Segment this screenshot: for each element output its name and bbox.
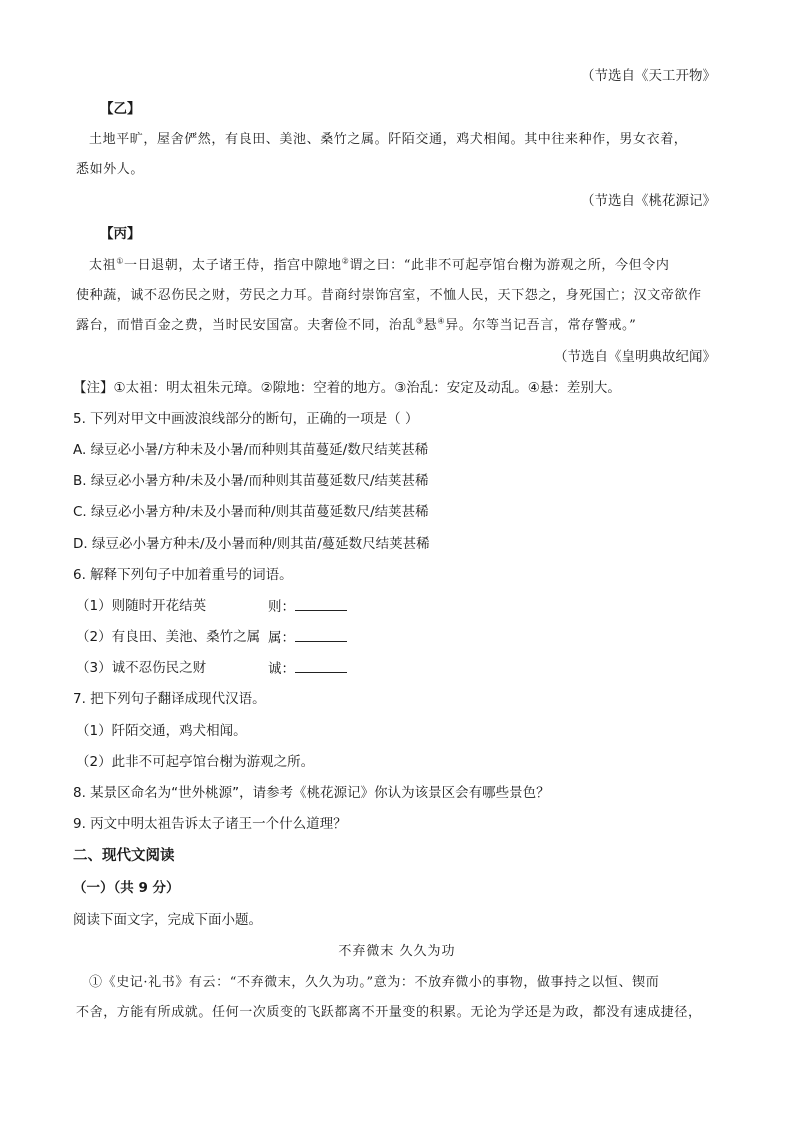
footnote-marker-1: ①: [116, 256, 124, 266]
footnote-marker-4: ④: [437, 316, 446, 326]
bing-text-seg: 悬: [423, 318, 438, 333]
bing-text-line-2: 使种蔬，诚不忍伤民之财，劳民之力耳。昔商纣崇饰宫室，不恤人民，天下怨之，身死国亡；汉文帝欲作: [76, 288, 702, 303]
annotation-note: 【注】①太祖：明太祖朱元璋。②隙地：空着的地方。③治乱：安定及动乱。④悬：差别大。: [73, 380, 621, 396]
source-huangming-diangu: （节选自《皇明典故纪闻》: [554, 349, 716, 365]
yi-text-line-1: 土地平旷，屋舍俨然，有良田、美池、桑竹之属。阡陌交通，鸡犬相闻。其中往来种作，男女衣着，: [89, 132, 688, 147]
question-8: 8. 某景区命名为“世外桃源”，请参考《桃花源记》你认为该景区会有哪些景色？: [73, 785, 550, 801]
question-7-item-1: （1）阡陌交通，鸡犬相闻。: [76, 723, 247, 739]
answer-label: 属：: [268, 630, 295, 646]
bing-text-seg: 谓之曰：“此非不可起亭馆台榭为游观之所，今但令内: [349, 258, 670, 273]
question-5-option-d: D. 绿豆必小暑方种未/及小暑而种/则其苗/蔓延数尺结荚甚稀: [73, 536, 430, 552]
question-5-option-a: A. 绿豆必小暑/方种未及小暑/而种则其苗蔓延/数尺结荚甚稀: [73, 442, 429, 458]
answer-label: 则：: [268, 599, 295, 615]
question-7-stem: 7. 把下列句子翻译成现代汉语。: [73, 691, 266, 707]
article-paragraph-line-1: ①《史记·礼书》有云：“不弃微末，久久为功。”意为：不放弃微小的事物，做事持之以恒、锲而: [89, 975, 660, 990]
bing-text-line-3: [76, 316, 636, 336]
answer-blank[interactable]: [295, 596, 347, 611]
question-6-item-1: （1）则随时开花结英: [76, 598, 207, 614]
question-6-item-1-answer: [268, 596, 347, 617]
answer-blank[interactable]: [295, 627, 347, 642]
article-paragraph-line-2: 不舍，方能有所成就。任何一次质变的飞跃都离不开量变的积累。无论为学还是为政，都没有速成捷径，: [76, 1005, 702, 1020]
question-7-item-2: （2）此非不可起亭馆台榭为游观之所。: [76, 754, 315, 770]
footnote-marker-3: ③: [416, 316, 424, 326]
question-6-item-2: （2）有良田、美池、桑竹之属: [76, 629, 261, 645]
answer-blank[interactable]: [295, 658, 347, 673]
question-5-option-b: B. 绿豆必小暑方种/未及小暑/而种则其苗蔓延数尺/结荚甚稀: [73, 473, 429, 489]
part-1-heading: （一）（共 9 分）: [73, 880, 180, 896]
bing-text-line-1: [89, 256, 669, 276]
question-9: 9. 丙文中明太祖告诉太子诸王一个什么道理？: [73, 816, 347, 832]
bing-text-seg: 异。尔等当记吾言，常存警戒。”: [445, 318, 637, 333]
article-title: 不弃微末 久久为功: [338, 944, 456, 959]
answer-label: 诚：: [268, 661, 295, 677]
bing-text-seg: 太祖: [89, 258, 117, 273]
question-6-item-3-answer: [268, 658, 347, 679]
question-6-stem: 6. 解释下列句子中加着重号的词语。: [73, 567, 293, 583]
reading-instruction: 阅读下面文字，完成下面小题。: [73, 912, 262, 928]
question-6-item-2-answer: [268, 627, 347, 648]
question-5-stem: 5. 下列对甲文中画波浪线部分的断句，正确的一项是（ ）: [73, 411, 419, 427]
question-5-option-c: C. 绿豆必小暑方种/未及小暑而种/则其苗蔓延数尺/结荚甚稀: [73, 504, 429, 520]
source-taohuayuan-ji: （节选自《桃花源记》: [581, 193, 716, 209]
section-heading-yi: 【乙】: [100, 101, 141, 117]
source-tiangong-kaiwu: （节选自《天工开物》: [581, 68, 716, 84]
bing-text-seg: 露台，而惜百金之费，当时民安国富。夫奢俭不同，治乱: [76, 318, 417, 333]
section-heading-bing: 【丙】: [100, 226, 141, 242]
section-2-heading: 二、现代文阅读: [73, 848, 175, 864]
yi-text-line-2: 悉如外人。: [76, 162, 145, 177]
bing-text-seg: 一日退朝，太子诸王侍，指宫中隙地: [123, 258, 342, 273]
question-6-item-3: （3）诚不忍伤民之财: [76, 660, 207, 676]
footnote-marker-2: ②: [341, 256, 350, 266]
